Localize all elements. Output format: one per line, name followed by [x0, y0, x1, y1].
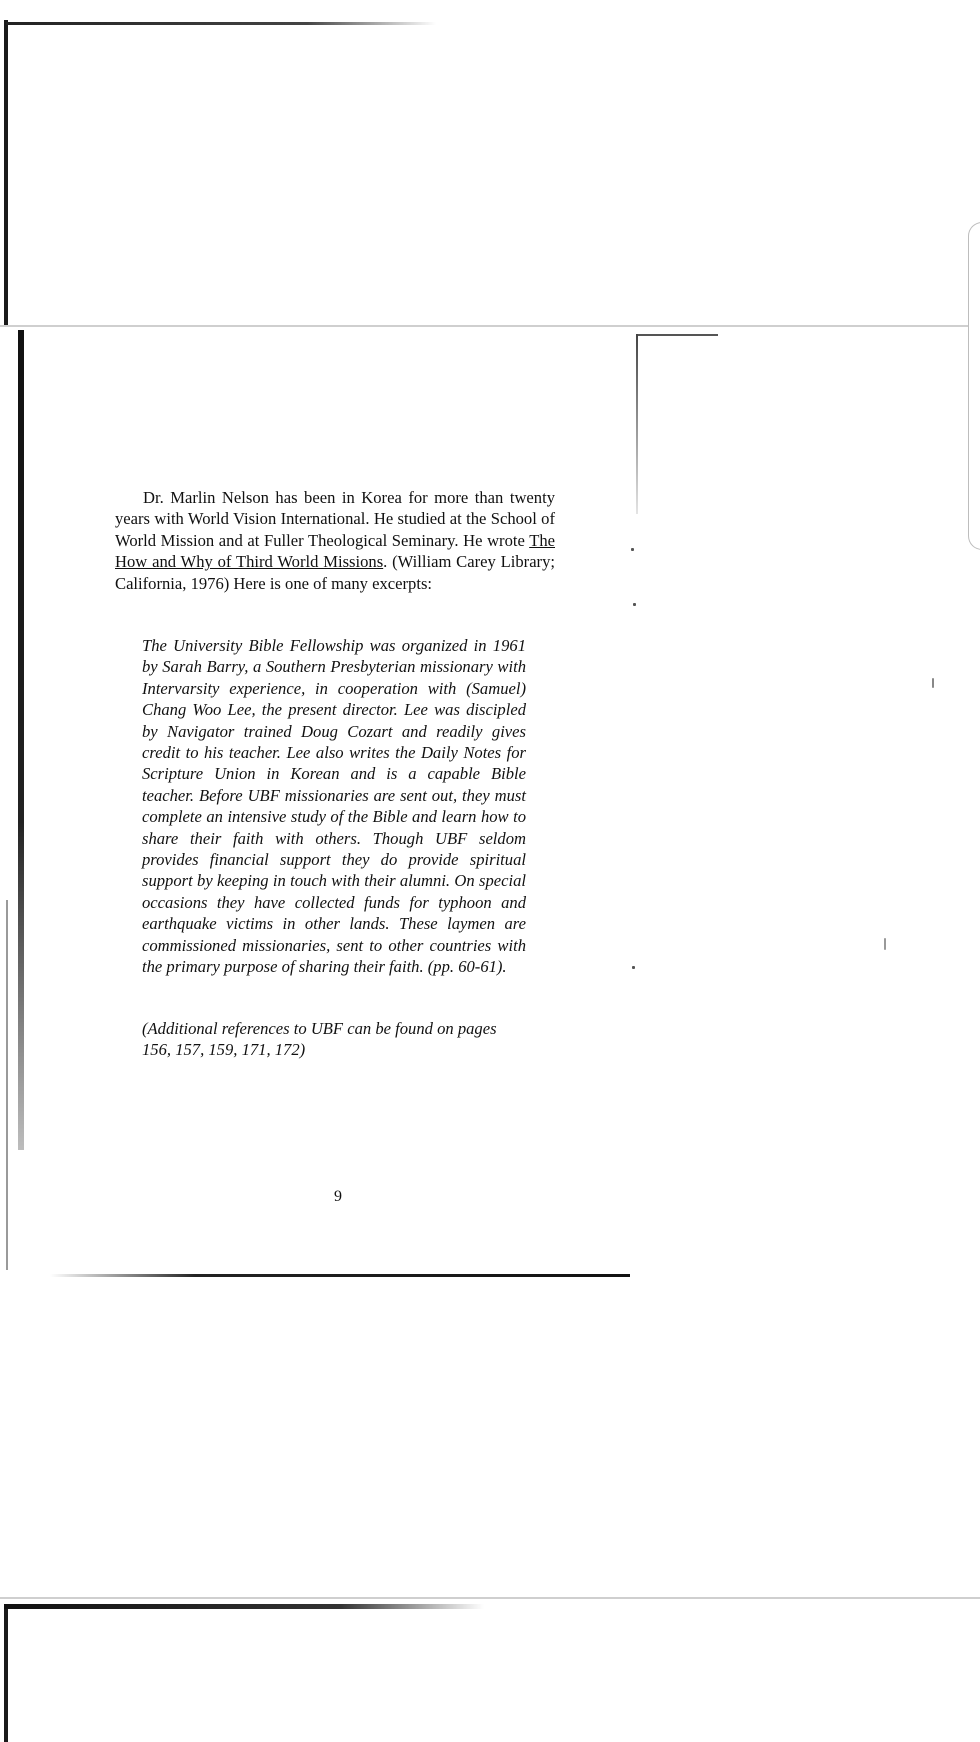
previous-page [0, 0, 980, 326]
page-separator [0, 1597, 980, 1599]
scan-edge [4, 1604, 484, 1609]
scan-speck [884, 938, 886, 950]
scan-speck [631, 548, 634, 551]
scan-edge [6, 900, 8, 1270]
scan-edge [4, 20, 8, 326]
page-number: 9 [334, 1188, 342, 1205]
scan-speck [632, 966, 635, 969]
intro-paragraph [115, 487, 555, 594]
scrollbar-tab[interactable] [968, 222, 980, 550]
scan-edge [6, 22, 436, 25]
scan-edge [636, 334, 718, 336]
scan-edge [50, 1274, 630, 1277]
book-title: The How and Why of Third World Missions [115, 530, 555, 572]
next-page [0, 1600, 980, 1742]
block-quote [142, 635, 526, 999]
intro-text-end: . (William Carey Library; California, 1976) Here is one of many excerpts: [115, 552, 555, 593]
scan-speck [932, 678, 934, 688]
scan-edge [18, 330, 24, 1150]
scan-edge [4, 1604, 8, 1742]
additional-references [142, 1018, 526, 1061]
quote-text: The University Bible Fellowship was organized in 1961 by Sarah Barry, a Southern Presbyterian missionary with Intervarsity experience, in cooperation with (Samuel) Chang Woo Lee, the present director. Lee was discipled by Navigator trained Doug Cozart and readily gives credit to his teacher. Lee also writes the Daily Notes for Scripture Union in Korean and is a capable Bible teacher. Before UBF missionaries are sent out, they must complete an intensive study of the Bible and learn how to share their faith with others. Though UBF seldom provides financial support they do provide spiritual support by keeping in touch with their alumni. On special occasions they have collected funds for typhoon and earthquake victims in other lands. These laymen are commissioned missionaries, sent to other countries with the primary purpose of sharing their faith. (pp. 60-61). [142, 636, 526, 977]
scan-speck [633, 603, 636, 606]
additional-text: (Additional references to UBF can be found on pages 156, 157, 159, 171, 172) [142, 1019, 497, 1060]
scan-edge [636, 334, 638, 514]
intro-text: Dr. Marlin Nelson has been in Korea for more than twenty years with World Vision International. He studied at the School of World Mission and at Fuller Theological Seminary. He wrote [115, 488, 555, 550]
